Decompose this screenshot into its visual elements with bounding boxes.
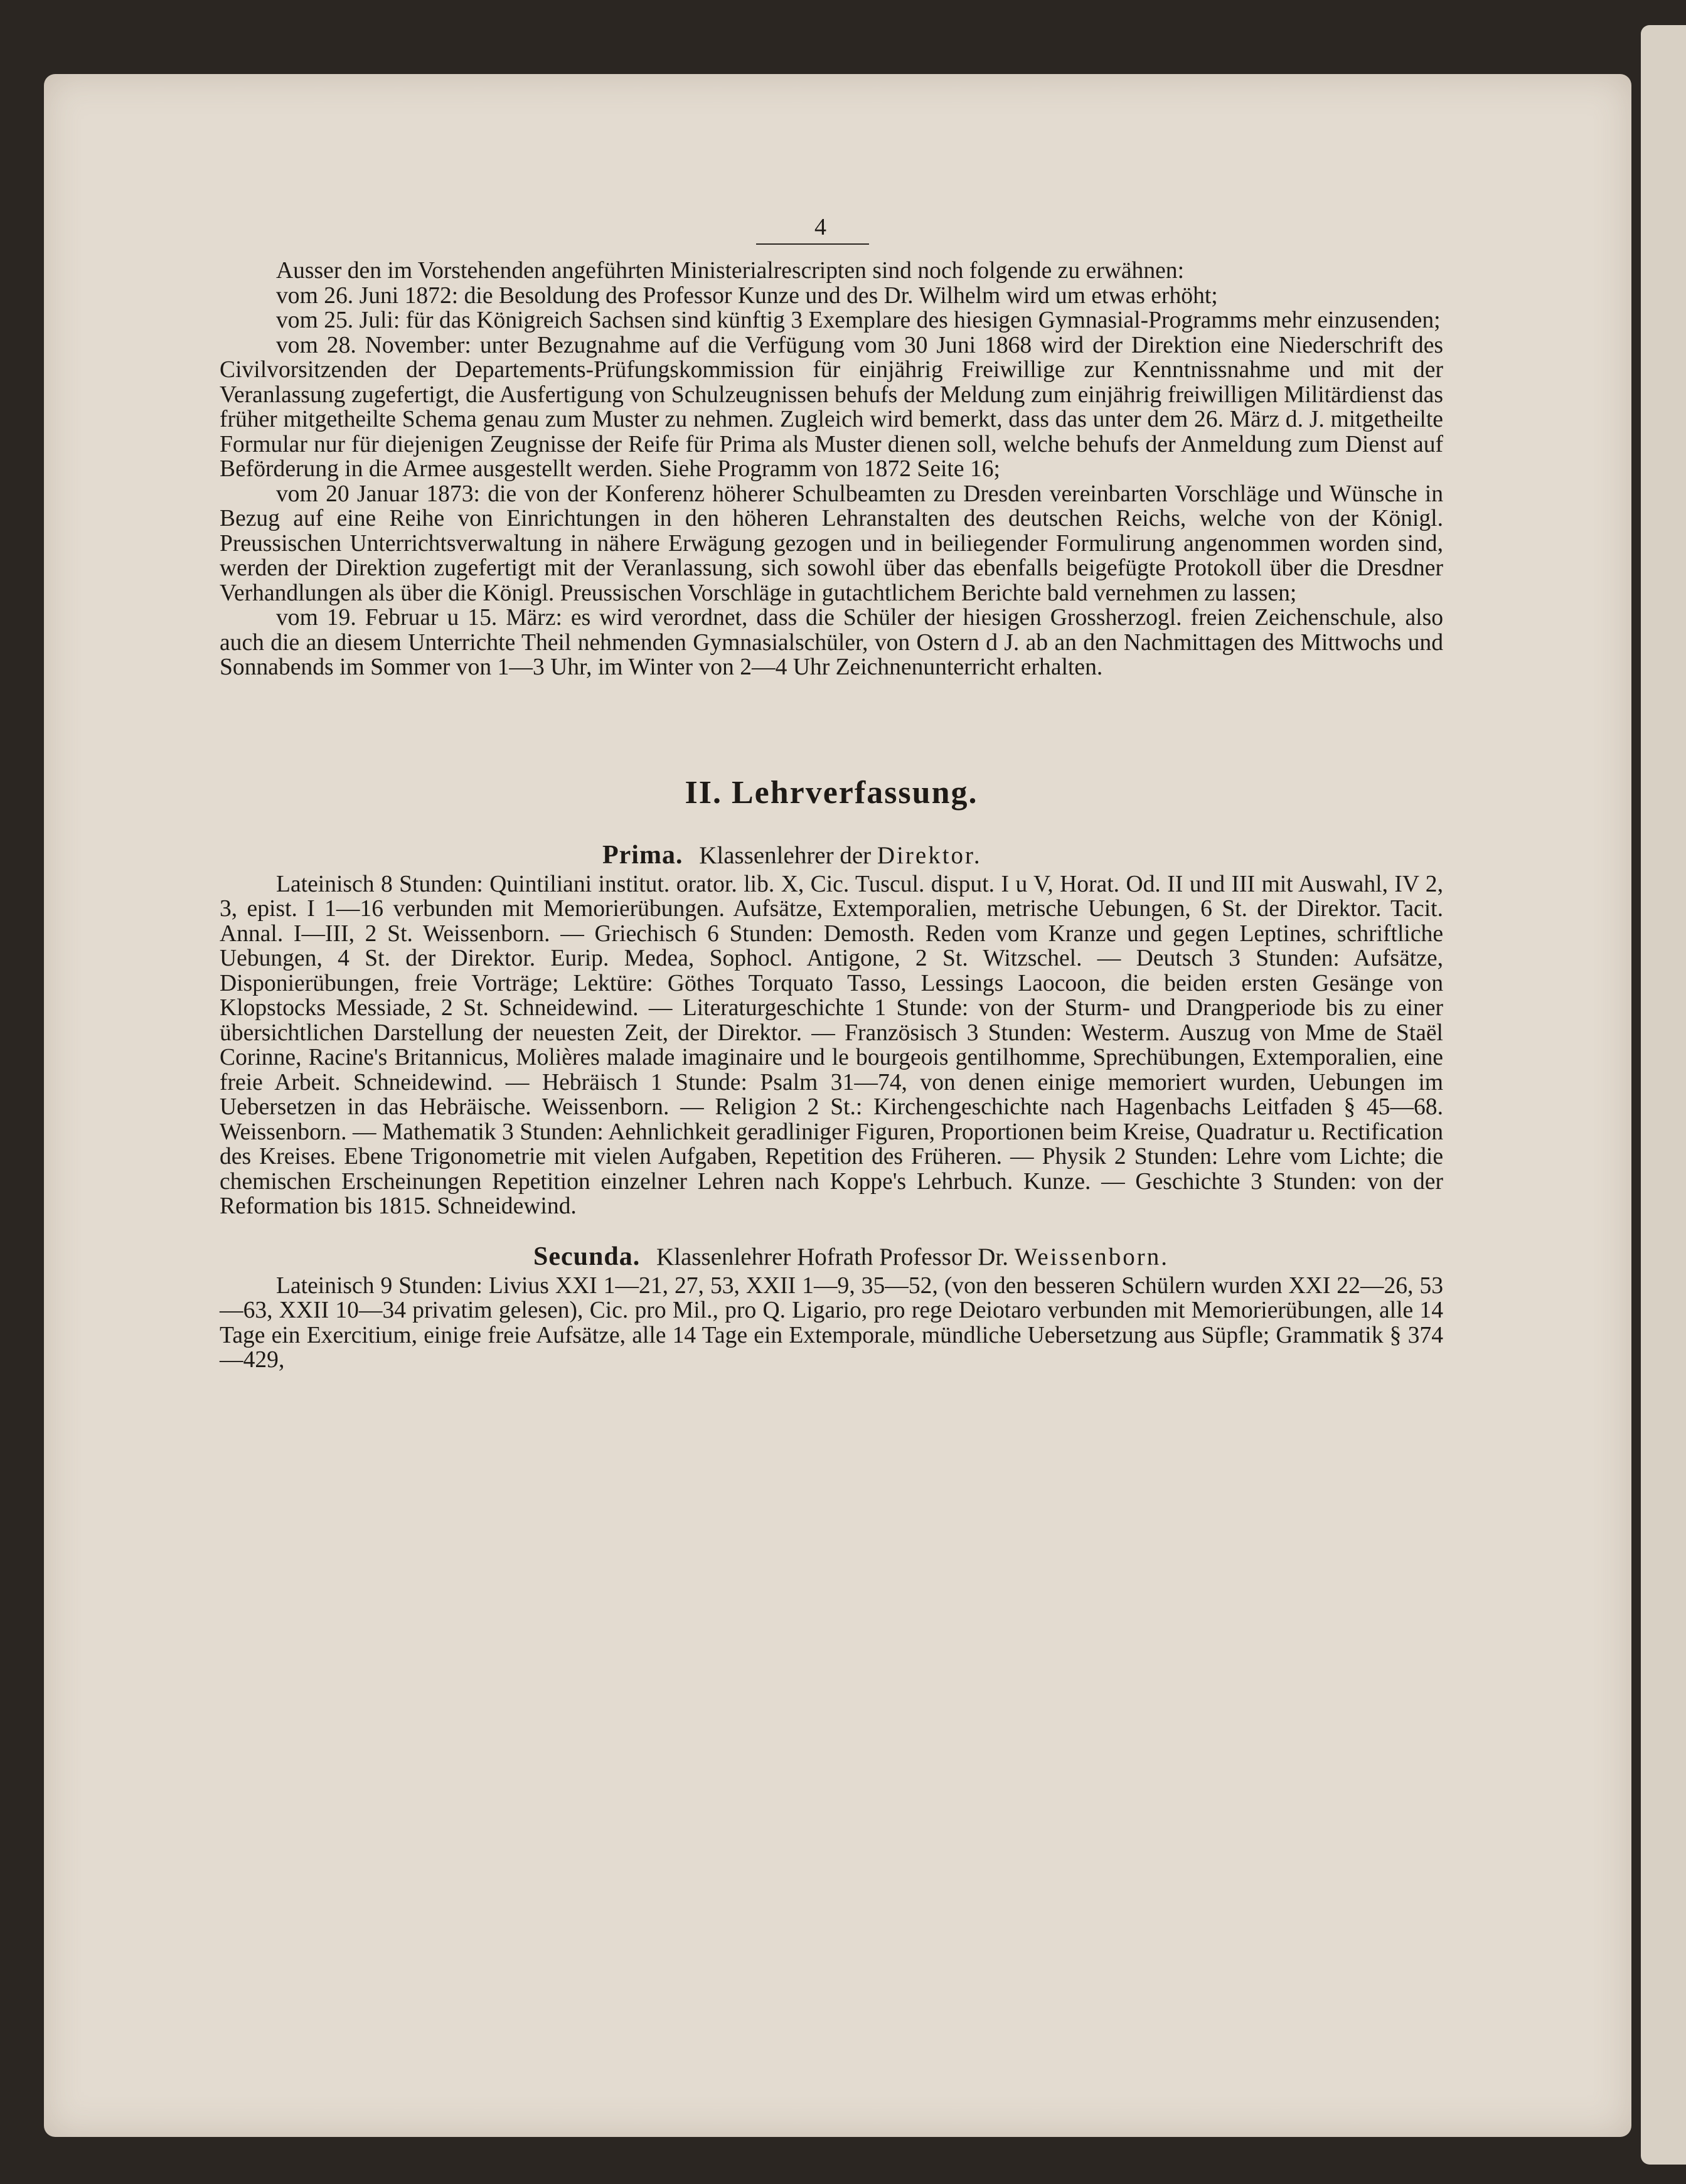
prima-curriculum: Lateinisch 8 Stunden: Quintiliani institut. orator. lib. X, Cic. Tuscul. disput. I u V, Horat. Od. II und III mit Auswahl, IV 2, 3, epist. I 1—16 verbunden mit Memorierübungen. Aufsätze, Extemporalien, metrische Uebungen, 6 St. der Direktor. Tacit. Annal. I—III, 2 St. Weissenborn. — Griechisch 6 Stunden: Demosth. Reden vom Kranze und gegen Leptines, schriftliche Uebungen, 4 St. der Direktor. Eurip. Medea, Sophocl. Antigone, 2 St. Witzschel. — Deutsch 3 Stunden: Aufsätze, Disponierübungen, freie Vorträge; Lektüre: Göthes Torquato Tasso, Lessings Laocoon, die beiden ersten Gesänge von Klopstocks Messiade, 2 St. Schneidewind. — Literaturgeschichte 1 Stunde: von der Sturm- und Drangperiode bis zu einer übersichtlichen Darstellung der neuesten Zeit, der Direktor. — Französisch 3 Stunden: Westerm. Auszug von Mme de Staël Corinne, Racine's Britannicus, Molières malade imaginaire und le bourgeois gentilhomme, Sprechübungen, Extemporalien, eine freie Arbeit. Schneidewind. — Hebräisch 1 Stunde: Psalm 31—74, von denen einige memoriert wurden, Uebungen im Uebersetzen in das Hebräische. Weissenborn. — Religion 2 St.: Kirchengeschichte nach Hagenbachs Leitfaden § 45—68. Weissenborn. — Mathematik 3 Stunden: Aehnlichkeit geradliniger Figuren, Proportionen beim Kreise, Quadratur u. Rectification des Kreises. Ebene Trigonometrie mit vielen Aufgaben, Repetition des Früheren. — Physik 2 Stunden: Lehre vom Lichte; die chemischen Erscheinungen Repetition einzelner Lehren nach Koppe's Lehrbuch. Kunze. — Geschichte 3 Stunden: von der Reformation bis 1815. Schneidewind. <box>220 871 1443 1219</box>
rescript-june-1872: vom 26. Juni 1872: die Besoldung des Professor Kunze und des Dr. Wilhelm wird um etwas erhöht; <box>276 282 1218 309</box>
secunda-curriculum: Lateinisch 9 Stunden: Livius XXI 1—21, 27, 53, XXII 1—9, 35—52, (von den besseren Schülern wurden XXI 22—26, 53—63, XXII 10—34 privatim gelesen), Cic. pro Mil., pro Q. Ligario, pro rege Deiotaro verbunden mit Memorierübungen, alle 14 Tage ein Exercitium, einige freie Aufsätze, alle 14 Tage ein Extemporale, mündliche Uebersetzung aus Süpfle; Grammatik § 374—429, <box>220 1272 1443 1373</box>
prima-teacher-label: Klassenlehrer der <box>699 841 872 869</box>
secunda-teacher-label: Klassenlehrer Hofrath Professor Dr. <box>656 1243 1008 1270</box>
rescript-july: vom 25. Juli: für das Königreich Sachsen sind künftig 3 Exemplare des hiesigen Gymnasial-Programms mehr einzusenden; <box>276 307 1441 333</box>
rescript-january-1873: vom 20 Januar 1873: die von der Konferenz höherer Schulbeamten zu Dresden vereinbarten Vorschläge und Wünsche in Bezug auf eine Reihe von Einrichtungen in den höheren Lehranstalten des deutschen Reichs, welche von der Königl. Preussischen Unterrichtsverwaltung in nähere Erwägung gezogen und in beiliegender Formulirung angenommen worden sind, werden der Direktion zugefertigt mit der Veranlassung, sich sowohl über das ebenfalls beigefügte Protokoll über die Dresdner Verhandlungen als über die Königl. Preussischen Vorschläge in gutachtlichem Berichte bald vernehmen zu lassen; <box>220 481 1443 606</box>
section-heading: II. Lehrverfassung. <box>685 774 978 811</box>
secunda-class-name: Secunda. <box>533 1242 641 1271</box>
prima-class-name: Prima. <box>602 840 683 870</box>
page-number-rule <box>756 243 869 245</box>
secunda-teacher: Weissenborn. <box>1014 1243 1169 1270</box>
rescript-february-march: vom 19. Februar u 15. März: es wird verordnet, dass die Schüler der hiesigen Grossherzogl. freien Zeichenschule, also auch die an diesem Unterrichte Theil nehmenden Gymnasialschüler, von Ostern d J. ab an den Nachmittagen des Mittwochs und Sonnabends im Sommer von 1—3 Uhr, im Winter von 2—4 Uhr Zeichnenunterricht erhalten. <box>220 605 1443 680</box>
facing-page-edge <box>1641 25 1686 2165</box>
page-number: 4 <box>814 214 826 240</box>
prima-teacher: Direktor. <box>877 841 982 869</box>
page-content <box>220 213 1443 1373</box>
intro-paragraph: Ausser den im Vorstehenden angeführten Ministerialrescripten sind noch folgende zu erwähnen: <box>276 258 1185 284</box>
secunda-heading <box>220 1244 1443 1270</box>
prima-heading <box>220 840 1443 870</box>
rescript-november: vom 28. November: unter Bezugnahme auf die Verfügung vom 30 Juni 1868 wird der Direktion eine Niederschrift des Civilvorsitzenden der Departements-Prüfungskommission für einjährig Freiwillige zur Kenntnissnahme und mit der Veranlassung zugefertigt, die Ausfertigung von Schulzeugnissen behufs der Meldung zum einjährig freiwilligen Militärdienst das früher mitgetheilte Schema genau zum Muster zu nehmen. Zugleich wird bemerkt, dass das unter dem 26. März d. J. mitgetheilte Formular nur für diejenigen Zeugnisse der Reife für Prima als Muster dienen soll, welche behufs der Anmeldung zum Dienst auf Beförderung in die Armee ausgestellt werden. Siehe Programm von 1872 Seite 16; <box>220 332 1443 482</box>
